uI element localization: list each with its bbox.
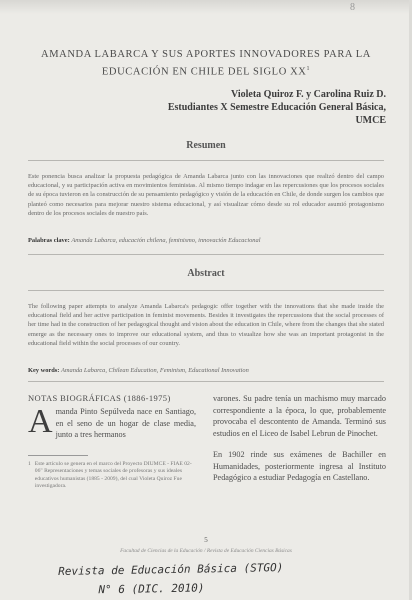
authors-block <box>168 88 386 127</box>
corner-mark: 8 <box>350 2 355 13</box>
title-line-1: AMANDA LABARCA Y SUS APORTES INNOVADORES PARA LA <box>41 49 371 60</box>
abstract-rule <box>28 290 384 291</box>
notas-heading: NOTAS BIOGRÁFICAS (1886-1975) <box>28 393 171 403</box>
intro-text: manda Pinto Sepúlveda nace en Santiago, en el seno de un hogar de clase media, junto a tres hermanos <box>55 407 196 439</box>
footnote-rule <box>28 455 88 456</box>
footnote-text: Este artículo se genera en el marco del Proyecto DIUMCE - FIAE 02-06" Representaciones y temas sociales de profesoras y sus ideales educativos humanistas (1885 - 2009), del cual Violeta Quiroz Fue investigadora. <box>34 460 192 490</box>
title-line-2: EDUCACIÓN EN CHILE DEL SIGLO $XX^1$ <box>101 66 311 78</box>
authors-institution: UMCE <box>355 115 386 126</box>
keywords-label: Key words: <box>28 367 60 374</box>
right-paragraph-2: En 1902 rinde sus exámenes de Bachiller en Humanidades, posteriormente ingresa al Instituto Pedagógico a estudiar Pedagogía en Castellano. <box>213 450 386 482</box>
abstract-bottom-rule <box>28 381 384 382</box>
resumen-bottom-rule <box>28 254 384 255</box>
palabras-label: Palabras clave: <box>28 237 70 244</box>
keywords-text: Amanda Labarca, Chilean Education, Feminism, Educational Innovation <box>61 367 249 374</box>
intro-paragraph <box>28 403 196 441</box>
keywords <box>28 367 384 374</box>
footnote-number: 1 <box>28 460 31 467</box>
article-title <box>30 48 382 80</box>
right-column <box>213 393 386 484</box>
left-column <box>28 393 196 491</box>
paragraph-gap <box>213 439 386 449</box>
resumen-rule <box>28 160 384 161</box>
handwritten-line-2: N° 6 (DIC. 2010) <box>98 581 205 597</box>
page-footer: Facultad de Ciencias de la Educación / Revista de Educación Ciencias Básicas <box>120 548 292 554</box>
abstract-heading: Abstract <box>187 268 225 279</box>
footnote <box>28 461 196 491</box>
authors-names: Violeta Quiroz F. y Carolina Ruiz D. <box>231 89 386 100</box>
palabras-clave <box>28 237 384 244</box>
dropcap-letter: A <box>28 403 53 440</box>
title-footnote-marker: 1 <box>306 66 311 72</box>
right-paragraph-1: varones. Su padre tenía un machismo muy marcado correspondiente a la época, lo que, probablemente provocaba el descontento de Amanda. Terminó sus estudios en el Liceo de Isabel Lebrun de Pinochet. <box>213 394 386 438</box>
resumen-heading: Resumen <box>186 140 226 151</box>
handwritten-note <box>58 558 284 600</box>
page-number: 5 <box>204 536 208 544</box>
resumen-text: Este ponencia busca analizar la propuesta pedagógica de Amanda Labarca junto con las innovaciones que realizó dentro del campo educacional, y su participación activa en movimientos feministas. Al mismo tiempo indagar en las repercusiones que los procesos sociales de su época tuvieron en la construcción de su pensamiento pedagógico y visión de la educación en Chile, de donde surgen los cambios que planteó como necesarios para mejorar nuestro sistema educacional, y así visualizar cómo desde su rol educador asumió protagonismo dentro de los procesos sociales de nuestro país. <box>28 173 384 217</box>
abstract-text: The following paper attempts to analyze Amanda Labarca's pedagogic offer together with the innovations that she made inside the educational field and her active participation in feminist movements. Besides it investigates the repercussions that the social processes of her time had in the construction of her pedagogical thought and vision about the education in Chile, where from the changes that she stated emerge as the necessary ones to improve our educational system, and thus to visualize how she was an important protagonist in the educational field within the social processes of our country. <box>28 303 384 347</box>
handwritten-line-1: Revista de Educación Básica (STGO) <box>58 561 284 578</box>
authors-affiliation: Estudiantes X Semestre Educación General Básica, <box>167 102 386 113</box>
palabras-text: Amanda Labarca, educación chilena, feminismo, innovación Educacional <box>71 237 261 244</box>
